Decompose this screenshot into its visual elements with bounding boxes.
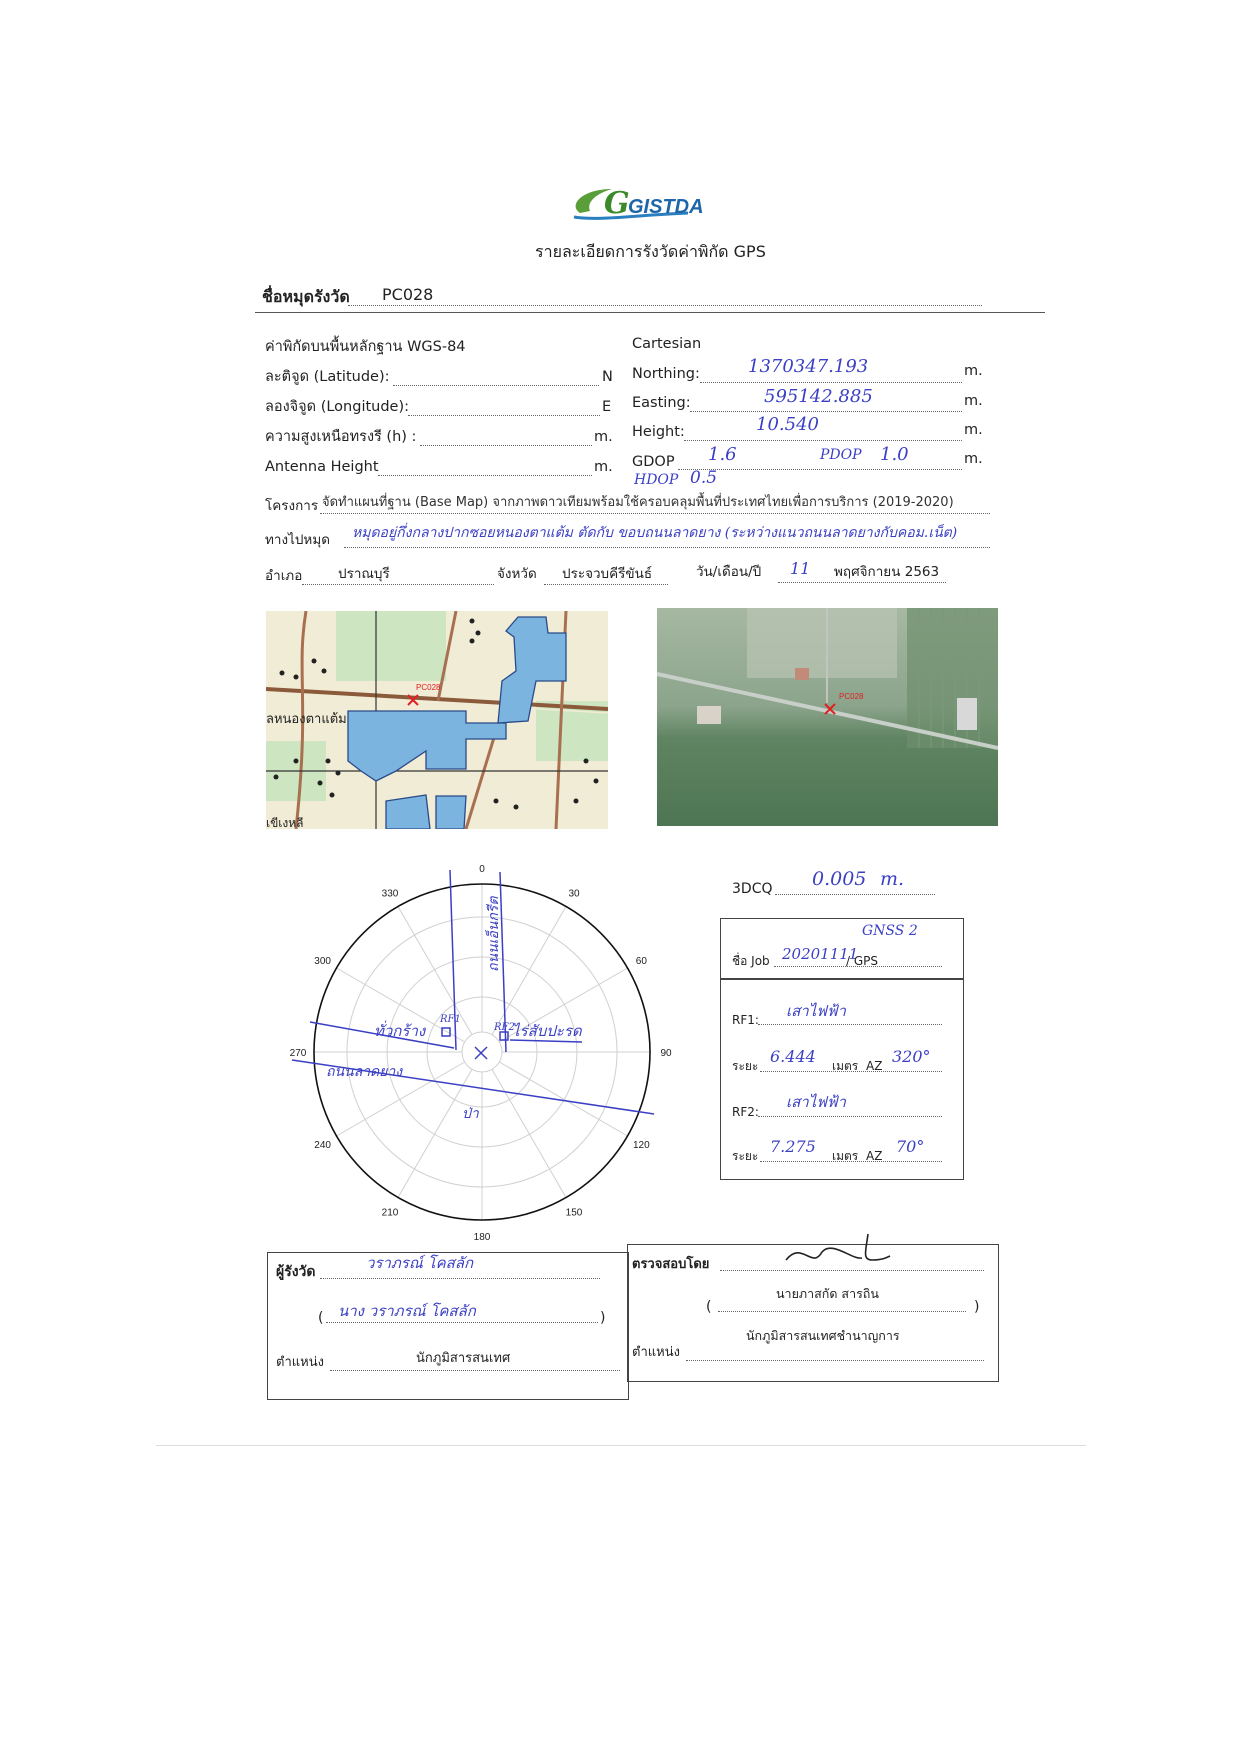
skyplot-note-rf1: RF1 bbox=[440, 1014, 461, 1025]
gdop-unit: m. bbox=[964, 451, 983, 467]
topo-map-marker-label: PC028 bbox=[416, 683, 441, 692]
satellite-image bbox=[657, 608, 998, 826]
logo-text: GISTDA bbox=[628, 196, 704, 218]
pdop-value: 1.0 bbox=[880, 444, 909, 465]
project-value: จัดทำแผนที่ฐาน (Base Map) จากภาพดาวเทียมพร้อมใช้ครอบคลุมพื้นที่ประเทศไทยเพื่อการบริการ (2019-2020) bbox=[322, 495, 954, 510]
job-suffix: / GPS bbox=[846, 954, 879, 968]
checker-name: นายภาสกัด สารถิน bbox=[776, 1286, 879, 1301]
az1-label: AZ bbox=[866, 1059, 883, 1073]
checker-signature bbox=[782, 1230, 892, 1274]
dist2-value: 7.275 bbox=[770, 1137, 816, 1156]
h-unit: m. bbox=[594, 429, 613, 445]
surveyor-signature: วราภรณ์ โคสลัก bbox=[366, 1254, 474, 1272]
surveyor-position: นักภูมิสารสนเทศ bbox=[416, 1351, 511, 1366]
skyplot-angle-label: 240 bbox=[314, 1140, 331, 1151]
pdop-label: PDOP bbox=[820, 447, 862, 463]
lon-unit: E bbox=[602, 399, 612, 415]
height-label: Height: bbox=[632, 424, 685, 440]
route-label: ทางไปหมุด bbox=[265, 532, 330, 548]
station-value: PC028 bbox=[382, 285, 434, 304]
gdop-value: 1.6 bbox=[708, 444, 737, 465]
checker-label: ตรวจสอบโดย bbox=[632, 1257, 710, 1272]
skyplot-angle-label: 180 bbox=[473, 1232, 491, 1243]
easting-label: Easting: bbox=[632, 395, 691, 411]
height-unit: m. bbox=[964, 422, 983, 438]
skyplot-angle-label: 90 bbox=[660, 1048, 672, 1059]
project-label: โครงการ bbox=[265, 498, 319, 514]
station-label: ชื่อหมุดรังวัด bbox=[262, 287, 350, 306]
job-value: 20201111 bbox=[782, 945, 859, 963]
gdop-label: GDOP bbox=[632, 454, 675, 470]
easting-unit: m. bbox=[964, 393, 983, 409]
skyplot-note-south: ป่า bbox=[462, 1106, 479, 1122]
northing-value: 1370347.193 bbox=[748, 356, 869, 377]
topo-map-place-label-2: เขีเงหลี bbox=[266, 816, 304, 829]
az2-label: AZ bbox=[866, 1149, 883, 1163]
surveyor-position-label: ตำแหน่ง bbox=[276, 1355, 324, 1370]
skyplot-angle-label: 0 bbox=[479, 864, 485, 875]
skyplot-note-road-b: ถนนลาดยาง bbox=[326, 1064, 403, 1080]
skyplot-angle-label: 210 bbox=[381, 1207, 399, 1219]
skyplot-angle-label: 150 bbox=[565, 1207, 583, 1219]
hdop-value: 0.5 bbox=[690, 468, 718, 488]
dist1-unit: เมตร bbox=[832, 1059, 859, 1073]
rf1-label: RF1: bbox=[732, 1013, 759, 1027]
dist1-value: 6.444 bbox=[770, 1047, 816, 1066]
rf1-value: เสาไฟฟ้า bbox=[786, 1002, 846, 1020]
route-value: หมุดอยู่กึ่งกลางปากซอยหนองตาแต้ม ตัดกับ ขอบถนนลาดยาง (ระหว่างแนวถนนลาดยางกับคอม.เน็ต) bbox=[352, 525, 958, 541]
topo-map bbox=[266, 611, 608, 829]
antenna-label: Antenna Height bbox=[265, 459, 379, 475]
checker-position-label: ตำแหน่ง bbox=[632, 1345, 680, 1360]
skyplot-angle-label: 270 bbox=[289, 1048, 307, 1059]
gistda-logo bbox=[568, 183, 718, 229]
district-value: ปราณบุรี bbox=[338, 566, 390, 582]
topo-map-place-label: ลหนองตาแต้ม bbox=[266, 711, 347, 726]
surveyor-box bbox=[267, 1252, 629, 1400]
date-month-year: พฤศจิกายน 2563 bbox=[834, 564, 940, 580]
province-label: จังหวัด bbox=[497, 566, 537, 582]
skyplot-angle-label: 330 bbox=[381, 888, 399, 900]
lat-unit: N bbox=[602, 369, 613, 385]
northing-label: Northing: bbox=[632, 366, 700, 382]
3dcq-label: 3DCQ bbox=[732, 881, 773, 897]
skyplot-note-east: ไร่สับปะรด bbox=[512, 1022, 582, 1040]
skyplot-note-rf2: RF2 bbox=[494, 1022, 515, 1033]
3dcq-unit: m. bbox=[880, 868, 905, 890]
skyplot bbox=[262, 852, 702, 1266]
hdop-label: HDOP bbox=[634, 472, 679, 488]
dist2-label: ระยะ bbox=[732, 1149, 759, 1163]
skyplot-note-west: ทั่วกร้าง bbox=[374, 1022, 426, 1040]
page-title: รายละเอียดการรังวัดค่าพิกัด GPS bbox=[535, 242, 766, 261]
district-label: อำเภอ bbox=[265, 568, 303, 584]
lat-label: ละติจูด (Latitude): bbox=[265, 369, 390, 385]
az2-value: 70° bbox=[896, 1137, 925, 1156]
satellite-marker-label: PC028 bbox=[839, 692, 864, 701]
dist2-unit: เมตร bbox=[832, 1149, 859, 1163]
skyplot-angle-label: 300 bbox=[314, 956, 331, 967]
dist1-label: ระยะ bbox=[732, 1059, 759, 1073]
skyplot-angle-label: 30 bbox=[568, 888, 580, 900]
northing-unit: m. bbox=[964, 363, 983, 379]
province-value: ประจวบคีรีขันธ์ bbox=[562, 566, 653, 582]
rf2-value: เสาไฟฟ้า bbox=[786, 1093, 846, 1111]
svg-text:G: G bbox=[604, 186, 630, 221]
date-label: วัน/เดือน/ปี bbox=[696, 564, 762, 580]
date-day: 11 bbox=[790, 559, 811, 578]
skyplot-angle-label: 120 bbox=[633, 1140, 650, 1151]
3dcq-value: 0.005 bbox=[812, 868, 867, 890]
lon-label: ลองจิจูด (Longitude): bbox=[265, 399, 410, 415]
az1-value: 320° bbox=[892, 1047, 931, 1066]
rf2-label: RF2: bbox=[732, 1105, 759, 1119]
antenna-unit: m. bbox=[594, 459, 613, 475]
checker-position: นักภูมิสารสนเทศชำนาญการ bbox=[746, 1328, 900, 1343]
wgs-heading: ค่าพิกัดบนพื้นหลักฐาน WGS-84 bbox=[265, 339, 466, 355]
easting-value: 595142.885 bbox=[764, 386, 873, 407]
job-label: ชื่อ Job bbox=[732, 954, 770, 968]
gnss-label: GNSS 2 bbox=[862, 923, 918, 939]
skyplot-angle-label: 60 bbox=[635, 956, 647, 967]
surveyor-label: ผู้รังวัด bbox=[276, 1264, 316, 1280]
cartesian-heading: Cartesian bbox=[632, 336, 702, 352]
skyplot-note-road-a: ถนนเอ็นกรีต bbox=[486, 896, 502, 972]
h-label: ความสูงเหนือทรงรี (h) : bbox=[265, 429, 417, 445]
surveyor-fullname: นาง วราภรณ์ โคสลัก bbox=[338, 1302, 476, 1320]
height-value: 10.540 bbox=[756, 414, 819, 435]
